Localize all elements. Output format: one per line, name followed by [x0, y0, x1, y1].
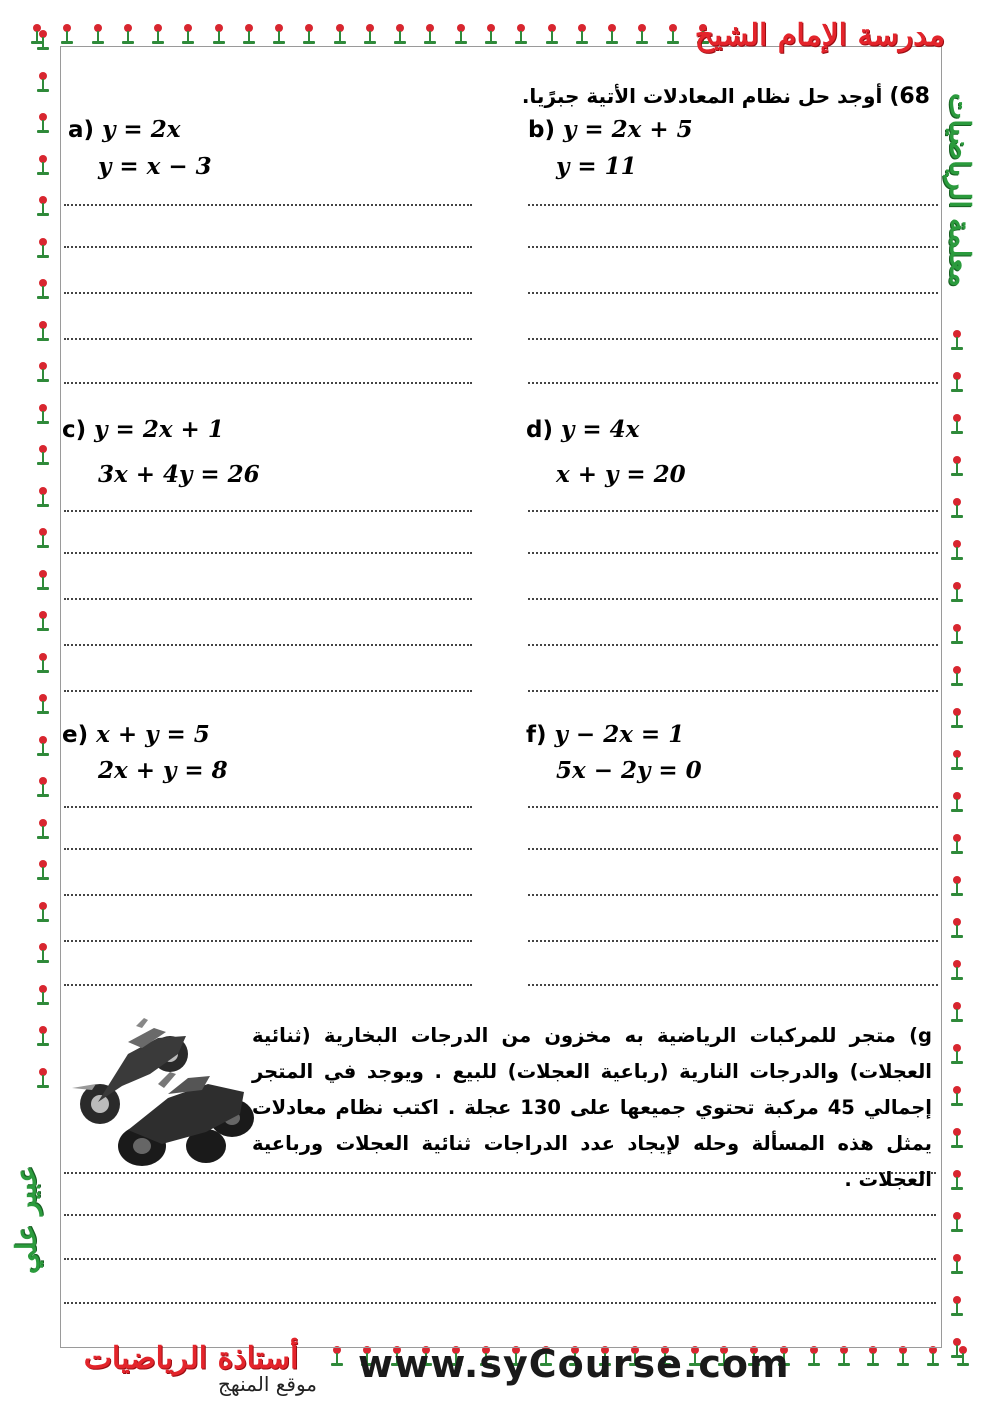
- flower-icon: [484, 24, 498, 46]
- flower-icon: [36, 487, 50, 509]
- flower-icon: [36, 777, 50, 799]
- problem-f: [526, 721, 684, 748]
- atv-icon: [118, 1072, 254, 1166]
- flower-icon: [514, 24, 528, 46]
- flower-icon: [363, 24, 377, 46]
- site-url[interactable]: www.syCourse.com: [358, 1342, 790, 1386]
- flower-icon: [950, 582, 964, 604]
- question-number: 68): [889, 84, 930, 109]
- left-flower-border: [36, 30, 60, 1090]
- flower-icon: [121, 24, 135, 46]
- flower-icon: [635, 24, 649, 46]
- flower-icon: [36, 30, 50, 52]
- flower-icon: [36, 736, 50, 758]
- flower-icon: [36, 113, 50, 135]
- answer-line: [528, 644, 938, 646]
- flower-icon: [950, 666, 964, 688]
- answer-line: [528, 940, 938, 942]
- answer-line: [528, 382, 938, 384]
- answer-line: [64, 204, 472, 206]
- flower-icon: [807, 1346, 821, 1368]
- answer-line: [64, 644, 472, 646]
- problem-label: b): [528, 117, 555, 143]
- flower-icon: [950, 1128, 964, 1150]
- flower-icon: [950, 1296, 964, 1318]
- teacher-name-banner: [2, 1085, 50, 1355]
- flower-icon: [36, 611, 50, 633]
- equation-1: y = 2x: [102, 116, 181, 143]
- problem-label: f): [526, 722, 547, 748]
- answer-line: [528, 690, 938, 692]
- answer-line: [528, 598, 938, 600]
- equation-1: x + y = 5: [96, 721, 210, 748]
- flower-icon: [242, 24, 256, 46]
- flower-icon: [36, 985, 50, 1007]
- answer-line: [64, 806, 472, 808]
- answer-line: [528, 204, 938, 206]
- flower-icon: [950, 330, 964, 352]
- flower-icon: [36, 528, 50, 550]
- problem-label: g): [909, 1024, 932, 1047]
- problem-e-equation-2: 2x + y = 8: [98, 757, 228, 784]
- answer-line: [528, 894, 938, 896]
- flower-icon: [950, 1044, 964, 1066]
- answer-line: [528, 510, 938, 512]
- flower-icon: [36, 819, 50, 841]
- flower-icon: [950, 834, 964, 856]
- flower-icon: [950, 918, 964, 940]
- question-text: أوجد حل نظام المعادلات الأتية جبرًيا.: [521, 84, 883, 108]
- problem-b-equation-2: y = 11: [556, 153, 637, 180]
- problem-b: [528, 116, 693, 143]
- flower-icon: [36, 279, 50, 301]
- flower-icon: [181, 24, 195, 46]
- teacher-title-banner: [937, 55, 983, 325]
- flower-icon: [272, 24, 286, 46]
- answer-line: [64, 338, 472, 340]
- answer-line: [528, 338, 938, 340]
- flower-icon: [866, 1346, 880, 1368]
- problem-d-equation-2: x + y = 20: [556, 461, 686, 488]
- flower-icon: [91, 24, 105, 46]
- answer-line: [528, 806, 938, 808]
- answer-line: [528, 552, 938, 554]
- answer-line: [64, 598, 472, 600]
- flower-icon: [36, 653, 50, 675]
- problem-c: [62, 416, 224, 443]
- school-name-banner: مدرسة الإمام الشيخ: [695, 18, 945, 53]
- flower-icon: [950, 1212, 964, 1234]
- problem-a: [68, 116, 180, 143]
- answer-line: [528, 984, 938, 986]
- flower-icon: [950, 1170, 964, 1192]
- equation-1: y = 2x + 1: [94, 416, 224, 443]
- flower-icon: [950, 708, 964, 730]
- flower-icon: [36, 362, 50, 384]
- flower-icon: [60, 24, 74, 46]
- flower-icon: [330, 1346, 344, 1368]
- problem-f-equation-2: 5x − 2y = 0: [556, 757, 702, 784]
- answer-line: [528, 848, 938, 850]
- flower-icon: [950, 540, 964, 562]
- problem-label: c): [62, 417, 87, 443]
- flower-icon: [950, 1338, 964, 1360]
- word-problem-text: متجر للمركبات الرياضية به مخزون من الدرجات البخارية (ثنائية العجلات) والدرجات النارية (رباعية العجلات) للبيع . ويوجد في المتجر إجمالي 45 مركبة تحتوي جميعها على 130 عجلة . اكتب نظام معادلات يمثل هذه المسألة وحله لإيجاد عدد الدراجات ثنائية العجلات ورباعية العجلات .: [252, 1024, 932, 1191]
- answer-line: [64, 510, 472, 512]
- flower-icon: [423, 24, 437, 46]
- answer-line: [64, 1214, 936, 1216]
- answer-line: [64, 940, 472, 942]
- problem-label: d): [526, 417, 553, 443]
- site-arabic-label: موقع المنهج: [218, 1372, 317, 1396]
- right-flower-border: [950, 330, 974, 1360]
- equation-1: y − 2x = 1: [554, 721, 685, 748]
- word-problem-g: [252, 1018, 932, 1198]
- flower-icon: [950, 498, 964, 520]
- flower-icon: [36, 155, 50, 177]
- flower-icon: [36, 943, 50, 965]
- answer-line: [528, 292, 938, 294]
- answer-line: [64, 984, 472, 986]
- flower-icon: [151, 24, 165, 46]
- motorcycle-atv-illustration: [58, 1014, 256, 1172]
- flower-icon: [36, 860, 50, 882]
- flower-icon: [950, 414, 964, 436]
- flower-icon: [950, 1002, 964, 1024]
- answer-line: [64, 552, 472, 554]
- answer-line: [64, 246, 472, 248]
- answer-line: [64, 1258, 936, 1260]
- flower-icon: [605, 24, 619, 46]
- equation-1: y = 4x: [561, 416, 640, 443]
- answer-line: [64, 848, 472, 850]
- flower-icon: [333, 24, 347, 46]
- flower-icon: [575, 24, 589, 46]
- problem-c-equation-2: 3x + 4y = 26: [98, 461, 260, 488]
- problem-e: [62, 721, 210, 748]
- flower-icon: [36, 404, 50, 426]
- problem-label: e): [62, 722, 89, 748]
- flower-icon: [36, 902, 50, 924]
- answer-line: [64, 894, 472, 896]
- answer-line: [64, 690, 472, 692]
- flower-icon: [454, 24, 468, 46]
- answer-line: [64, 382, 472, 384]
- teacher-name-text: عبير علي: [9, 1165, 43, 1275]
- flower-icon: [837, 1346, 851, 1368]
- flower-icon: [950, 624, 964, 646]
- flower-icon: [950, 1086, 964, 1108]
- flower-icon: [36, 321, 50, 343]
- flower-icon: [302, 24, 316, 46]
- flower-icon: [36, 238, 50, 260]
- problem-d: [526, 416, 639, 443]
- answer-line: [64, 292, 472, 294]
- flower-icon: [950, 960, 964, 982]
- flower-icon: [950, 792, 964, 814]
- flower-icon: [950, 750, 964, 772]
- flower-icon: [36, 196, 50, 218]
- flower-icon: [545, 24, 559, 46]
- flower-icon: [36, 570, 50, 592]
- answer-line: [528, 246, 938, 248]
- flower-icon: [36, 1026, 50, 1048]
- flower-icon: [212, 24, 226, 46]
- flower-icon: [950, 876, 964, 898]
- flower-icon: [36, 445, 50, 467]
- equation-1: y = 2x + 5: [563, 116, 693, 143]
- flower-icon: [36, 72, 50, 94]
- flower-icon: [950, 456, 964, 478]
- flower-icon: [950, 1254, 964, 1276]
- problem-label: a): [68, 117, 95, 143]
- problem-a-equation-2: y = x − 3: [98, 153, 212, 180]
- subject-banner: أستاذة الرياضيات: [83, 1341, 299, 1376]
- flower-icon: [896, 1346, 910, 1368]
- flower-icon: [950, 372, 964, 394]
- question-title: [522, 84, 930, 109]
- answer-line: [64, 1302, 936, 1304]
- flower-icon: [926, 1346, 940, 1368]
- top-flower-border: [30, 24, 710, 48]
- flower-icon: [36, 694, 50, 716]
- flower-icon: [393, 24, 407, 46]
- flower-icon: [666, 24, 680, 46]
- teacher-title-text: معلمة الرياضيات: [943, 93, 977, 287]
